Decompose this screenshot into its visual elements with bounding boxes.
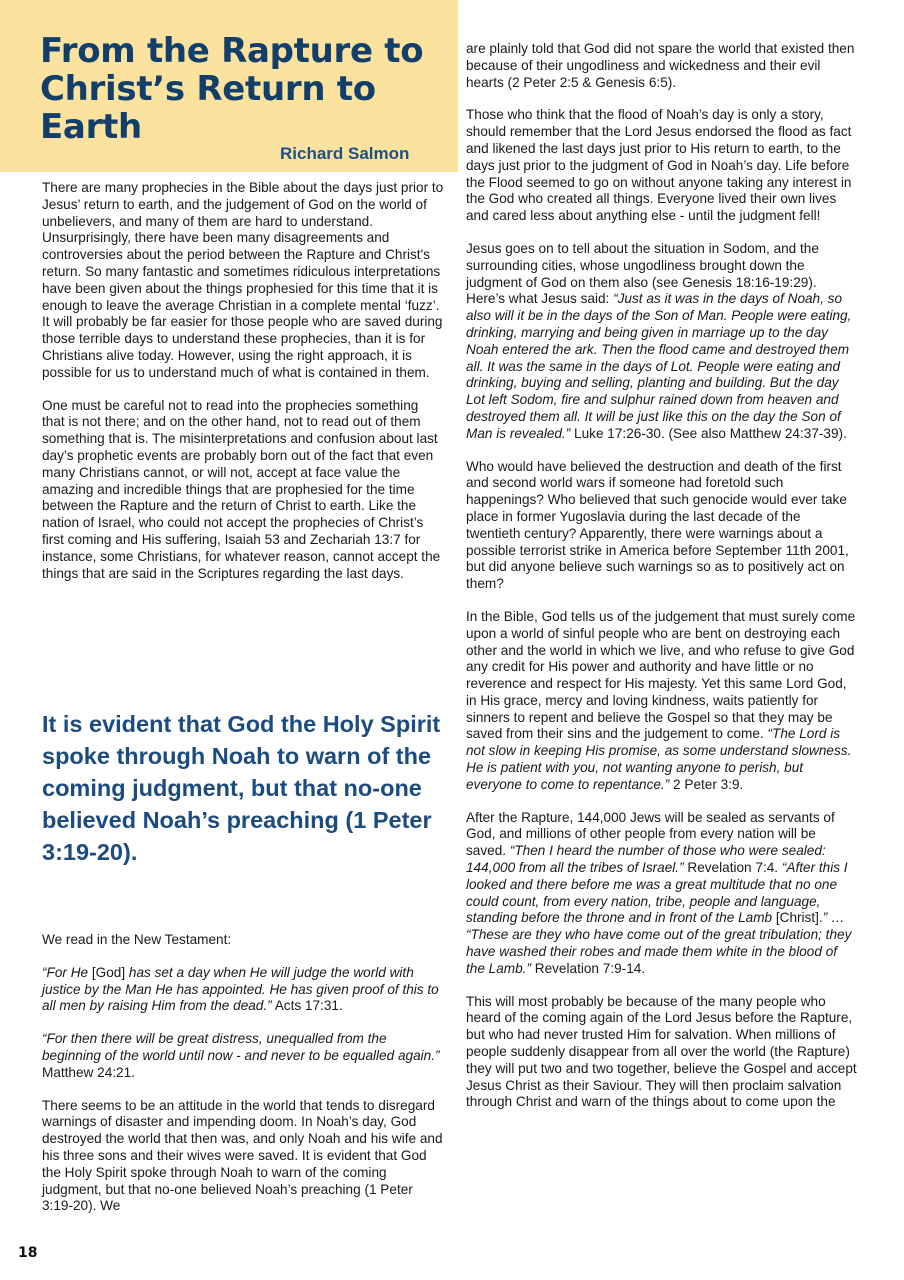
- quote-text: “For then there will be great distress, unequalled from the beginning of the world until now - and never to be equalled again.”: [42, 1031, 440, 1063]
- quote-text: “The Lord is not slow in keeping His promise, as some understand slowness. He is patient with you, not wanting anyone to perish, but everyone to come to repentance.”: [466, 726, 852, 792]
- paragraph: [466, 609, 858, 794]
- quote-text: “For He: [42, 964, 92, 980]
- quote-reference: Luke 17:26-30. (See also Matthew 24:37-39).: [570, 425, 847, 441]
- right-column: [466, 41, 858, 1111]
- quote-text: “Just as it was in the days of Noah, so also will it be in the days of the Son of Man. People were eating, drinking, marrying and being given in marriage up to the day Noah entered the ark. Then the flood came and destroyed them all. It was the same in the days of Lot. People were eating and drinking, buying and selling, planting and building. But the day Lot left Sodom, fire and sulphur rained down from heaven and destroyed them all. It will be just like this on the day the Son of Man is revealed.”: [466, 291, 852, 441]
- paragraph: There are many prophecies in the Bible about the days just prior to Jesus’ return to earth, and the judgement of God on the world of unbelievers, and many of them are hard to understand. Unsurprisingly, there have been many disagreements and controversies about the period between the Rapture and Christ's return. So many fantastic and sometimes ridiculous interpretations have been given about the things prophesied for this time that it is enough to leave the average Christian in a complete mental ‘fuzz’. It will probably be far easier for those people who are saved during those terrible days to understand these prophecies, than it is for Christians alive today. However, using the right approach, it is possible for us to understand much of what is contained in them.: [42, 180, 444, 380]
- article-author: Richard Salmon: [280, 144, 410, 163]
- paragraph: Who would have believed the destruction and death of the first and second world wars if someone had foretold such happenings? Who believed that such genocide would ever take place in former Yugoslavia during the last decade of the twentieth century? Apparently, there were warnings about a possible terrorist strike in America before September 11th 2001, but did anyone believe such warnings so as to positively act on them?: [466, 458, 849, 592]
- paragraph: Those who think that the flood of Noah’s day is only a story, should remember that the Lord Jesus endorsed the flood as fact and likened the last days just prior to His return to earth, to the days just prior to the judgment of God in Noah’s day. Life before the Flood seemed to go on without anyone taking any interest in the God who created all things. Everyone lived their own lives and cared less about anything else - until the judgment fell!: [466, 107, 852, 224]
- quote-bracket: [God]: [91, 964, 126, 980]
- scripture-quote: [42, 965, 444, 1015]
- paragraph: [466, 241, 858, 443]
- quote-reference: Matthew 24:21.: [42, 1064, 135, 1080]
- quote-text: “Then I heard the number of those who were sealed: 144,000 from all the tribes of Israel.”: [466, 843, 826, 876]
- paragraph: We read in the New Testament:: [42, 932, 232, 947]
- title-banner: [0, 0, 458, 172]
- scripture-quote: [42, 1031, 444, 1081]
- paragraph: One must be careful not to read into the prophecies something that is not there; and on the other hand, not to read out of them something that is. The misinterpretations and confusion about last day’s prophetic events are probably born out of the fact that even many Christians cannot, or will not, accept at face value the amazing and incredible things that are prophesied for the time between the Rapture and the return of Christ to earth. Like the nation of Israel, who could not accept the prophecies of Christ’s first coming and His suffering, Isaiah 53 and Zechariah 13:7 for instance, some Christians, for whatever reason, cannot accept the things that are said in the Scriptures regarding the last days.: [42, 397, 441, 581]
- pull-quote: It is evident that God the Holy Spirit spoke through Noah to warn of the coming judgment, but that no-one believed Noah’s preaching (1 Peter 3:19-20).: [42, 711, 441, 865]
- left-column-top: [42, 180, 444, 582]
- quote-reference: Acts 17:31.: [271, 998, 343, 1014]
- paragraph: [466, 810, 858, 978]
- quote-reference: 2 Peter 3:9.: [669, 776, 744, 792]
- paragraph-text: After the Rapture, 144,000 Jews will be sealed as servants of God, and millions of other people from every nation will be saved.: [466, 809, 835, 859]
- quote-reference: Revelation 7:4.: [683, 860, 782, 876]
- paragraph: are plainly told that God did not spare the world that existed then because of their ungodliness and wickedness and their evil hearts (2 Peter 2:5 & Genesis 6:5).: [466, 41, 855, 90]
- quote-text: “After this I looked and there before me was a great multitude that no one could count, from every nation, tribe, people and language, standing before the throne and in front of the Lamb: [466, 860, 848, 926]
- quote-text: has set a day when He will judge the world with justice by the Man He has appointed. He has given proof of this to all men by raising Him from the dead.”: [42, 964, 439, 1014]
- paragraph: There seems to be an attitude in the world that tends to disregard warnings of disaster and impending doom. In Noah’s day, God destroyed the world that then was, and only Noah and his wife and his three sons and their wives were saved. It is evident that God the Holy Spirit spoke through Noah to warn of the coming judgment, but that no-one believed Noah’s preaching (1 Peter 3:19-20). We: [42, 1097, 443, 1214]
- article-title: From the Rapture to Christ’s Return to Earth: [40, 31, 424, 147]
- page-number: 18: [18, 1245, 38, 1261]
- paragraph-text: Jesus goes on to tell about the situation in Sodom, and the surrounding cities, whose ungodliness brought down the judgment of God on them also (see Genesis 18:16-19:29). Here’s what Jesus said:: [466, 240, 819, 307]
- quote-text: ” … “These are they who have come out of the great tribulation; they have washed their robes and made them white in the blood of the Lamb.”: [466, 910, 852, 976]
- paragraph-text: In the Bible, God tells us of the judgement that must surely come upon a world of sinful people who are bent on destroying each other and the world in which we live, and who refuse to give God any credit for His power and authority and have little or no reverence and respect for His majesty. Yet this same Lord God, in His grace, mercy and loving kindness, waits patiently for sinners to repent and believe the Gospel so that they may be saved from their sins and the judgement to come.: [466, 608, 856, 742]
- quote-reference: Revelation 7:9-14.: [530, 960, 646, 976]
- left-column-bottom: [42, 932, 444, 1215]
- quote-bracket: [Christ].: [775, 910, 823, 926]
- paragraph: This will most probably be because of the many people who heard of the coming again of the Lord Jesus before the Rapture, but who had never trusted Him for salvation. When millions of people suddenly disappear from all over the world (the Rapture) they will put two and two together, believe the Gospel and accept Jesus Christ as their Saviour. They will then proclaim salvation through Christ and warn of the things about to come upon the: [466, 993, 857, 1110]
